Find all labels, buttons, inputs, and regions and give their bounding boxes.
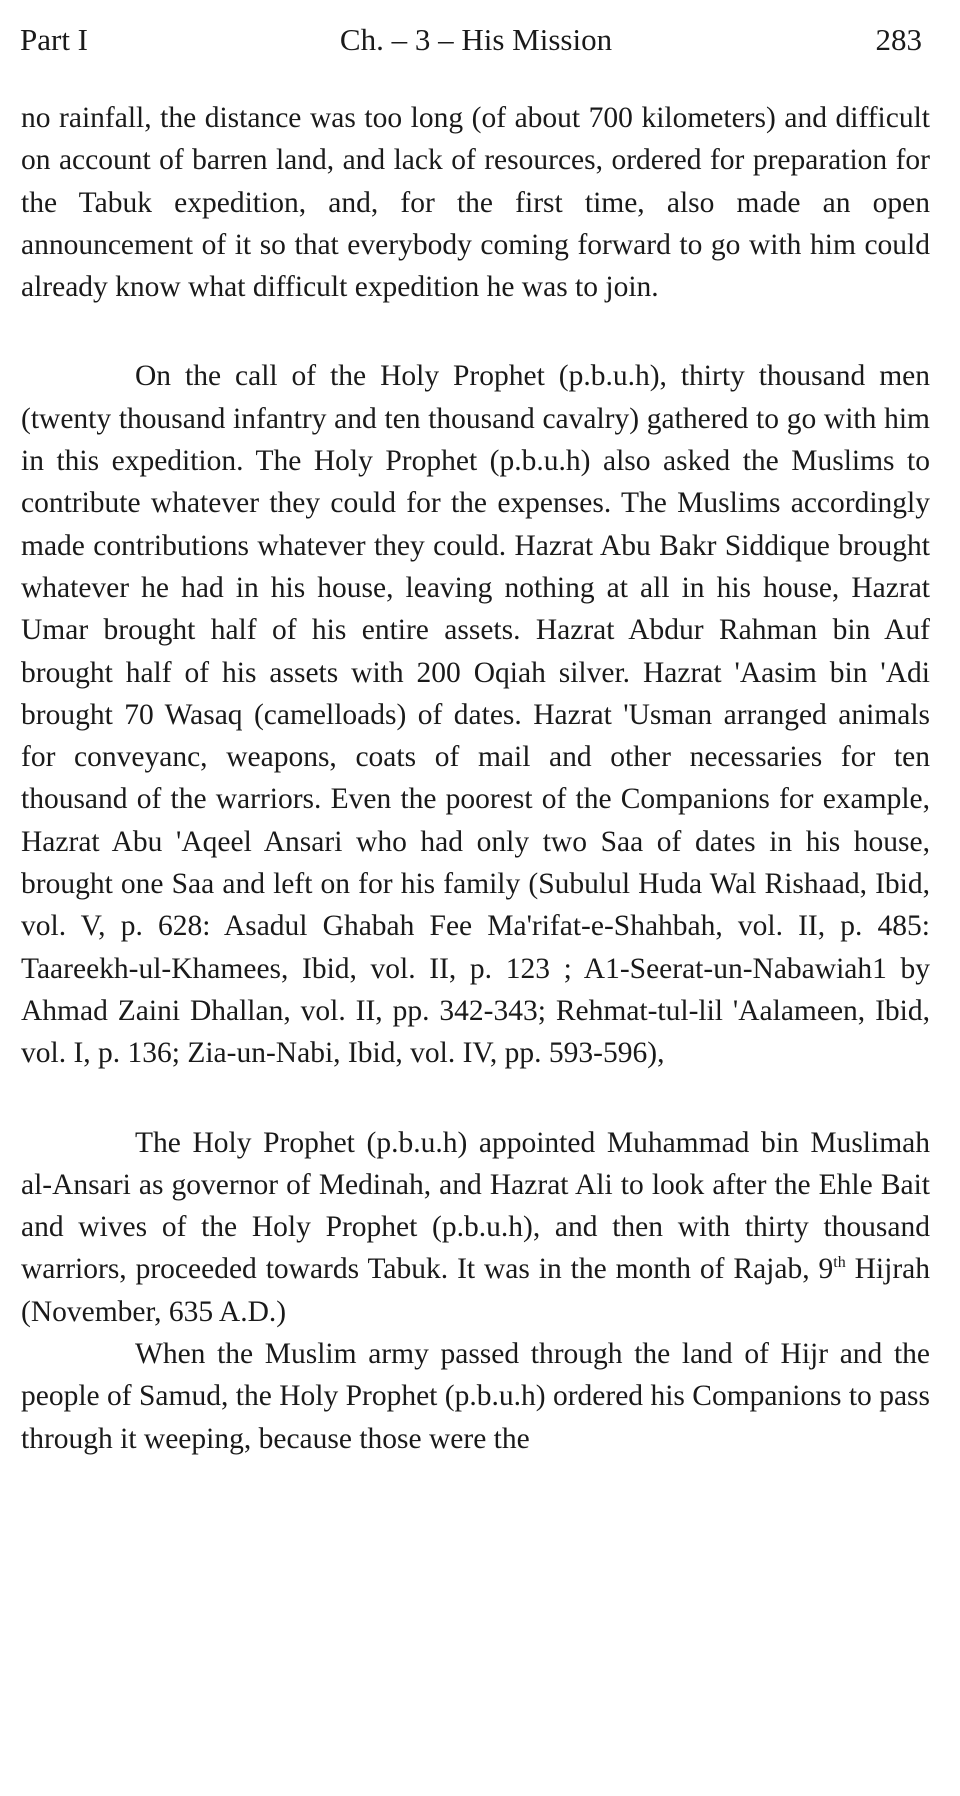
paragraph-3-text: The Holy Prophet (p.b.u.h) appointed Muhammad bin Muslimah al-Ansari as governor of Medinah, and Hazrat Ali to look after the Ehle Bait and wives of the Holy Prophet (p.b.u.h), and then with thirty thousand warriors, proceeded towards Tabuk. It was in the month of Rajab, 9 xyxy=(21,1126,930,1286)
part-label: Part I xyxy=(20,22,89,57)
running-header xyxy=(20,18,932,62)
page-number: 283 xyxy=(875,22,922,57)
paragraph-4: When the Muslim army passed through the land of Hijr and the people of Samud, the Holy Prophet (p.b.u.h) ordered his Companions to pass through it weeping, because those were the xyxy=(21,1338,930,1455)
paragraph-1: no rainfall, the distance was too long (of about 700 kilometers) and difficult on account of barren land, and lack of resources, ordered for preparation for the Tabuk expedition, and, for the first time, also made an open announcement of it so that everybody coming forward to go with him could already know what difficult expedition he was to join. xyxy=(21,102,930,304)
paragraph-2: On the call of the Holy Prophet (p.b.u.h), thirty thousand men (twenty thousand infantry and ten thousand cavalry) gathered to go with him in this expedition. The Holy Prophet (p.b.u.h) also asked the Muslims to contribute whatever they could for the expenses. The Muslims accordingly made contributions whatever they could. Hazrat Abu Bakr Siddique brought whatever he had in his house, leaving nothing at all in his house, Hazrat Umar brought half of his entire assets. Hazrat Abdur Rahman bin Auf brought half of his assets with 200 Oqiah silver. Hazrat 'Aasim bin 'Adi brought 70 Wasaq (camelloads) of dates. Hazrat 'Usman arranged animals for conveyanc, weapons, coats of mail and other necessaries for ten thousand of the warriors. Even the poorest of the Companions for example, Hazrat Abu 'Aqeel Ansari who had only two Saa of dates in his house, brought one Saa and left on for his family (Subulul Huda Wal Rishaad, Ibid, vol. V, p. 628: Asadul Ghabah Fee Ma'rifat-e-Shahbah, vol. II, p. 485: Taareekh-ul-Khamees, Ibid, vol. II, p. 123 ; A1-Seerat-un-Nabawiah1 by Ahmad Zaini Dhallan, vol. II, pp. 342-343; Rehmat-tul-lil 'Aalameen, Ibid, vol. I, p. 136; Zia-un-Nabi, Ibid, vol. IV, pp. 593-596), xyxy=(21,360,930,1070)
ordinal-suffix: th xyxy=(833,1254,846,1272)
paragraph-3 xyxy=(21,1122,930,1333)
paragraph-3-text-end: Hijrah (November, 635 A.D.) xyxy=(21,1253,930,1328)
chapter-title: Ch. – 3 – His Mission xyxy=(339,22,613,57)
body-text xyxy=(21,97,930,1460)
